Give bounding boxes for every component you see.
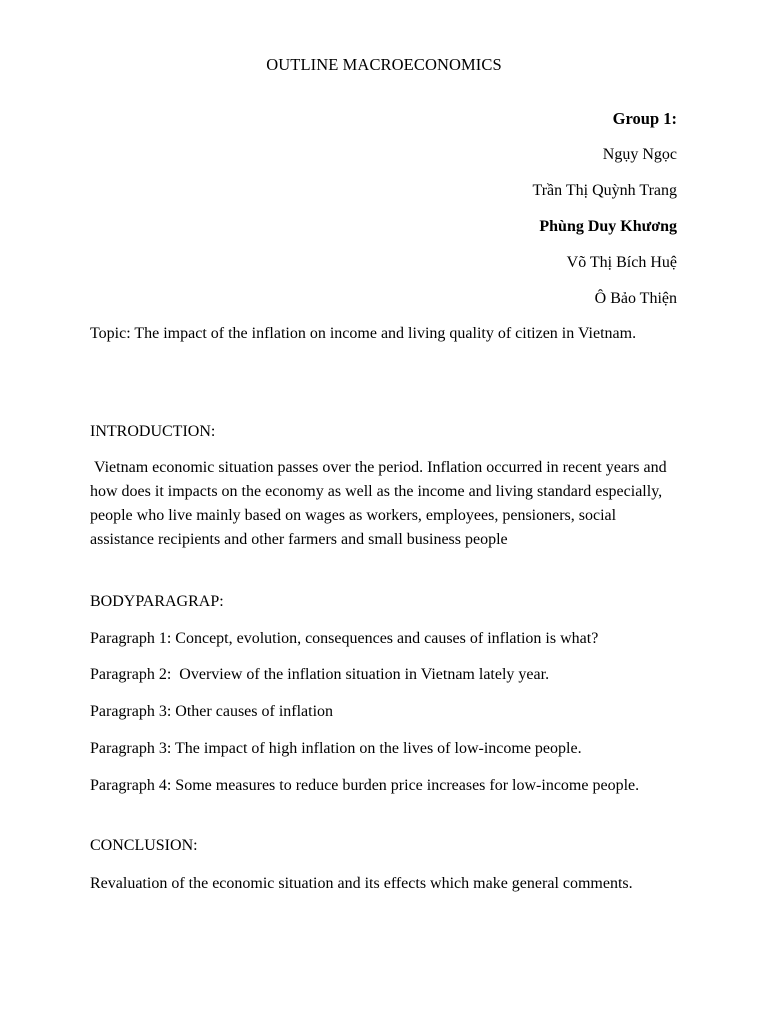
conclusion-heading: CONCLUSION: bbox=[90, 837, 198, 854]
group-member: Võ Thị Bích Huệ bbox=[566, 254, 677, 271]
body-paragraph-item: Paragraph 2: Overview of the inflation situation in Vietnam lately year. bbox=[90, 666, 550, 683]
introduction-text: Vietnam economic situation passes over the period. Inflation occurred in recent years and how does it impacts on the economy as well as the income and living standard especially, people who live mainly based on wages as workers, employees, pensioners, social assistance recipients and other farmers and small business people bbox=[90, 459, 671, 548]
group-member: Ô Bảo Thiện bbox=[594, 290, 677, 307]
group-member: Ngụy Ngọc bbox=[602, 146, 677, 163]
conclusion-text: Revaluation of the economic situation and its effects which make general comments. bbox=[90, 875, 633, 892]
group-heading: Group 1: bbox=[612, 109, 677, 128]
body-paragraph-item: Paragraph 3: Other causes of inflation bbox=[90, 703, 334, 720]
topic-text: Topic: The impact of the inflation on income and living quality of citizen in Vietnam. bbox=[90, 325, 637, 342]
body-paragraph-item: Paragraph 3: The impact of high inflation on the lives of low-income people. bbox=[90, 740, 582, 757]
body-paragraph-item: Paragraph 4: Some measures to reduce burden price increases for low-income people. bbox=[90, 777, 640, 794]
body-heading: BODYPARAGRAP: bbox=[90, 593, 224, 610]
group-member: Phùng Duy Khương bbox=[539, 218, 677, 235]
body-paragraph-item: Paragraph 1: Concept, evolution, consequences and causes of inflation is what? bbox=[90, 630, 599, 647]
introduction-heading: INTRODUCTION: bbox=[90, 423, 216, 440]
group-member: Trần Thị Quỳnh Trang bbox=[532, 182, 677, 199]
document-title: OUTLINE MACROECONOMICS bbox=[266, 55, 502, 74]
group-members-block bbox=[533, 109, 677, 325]
